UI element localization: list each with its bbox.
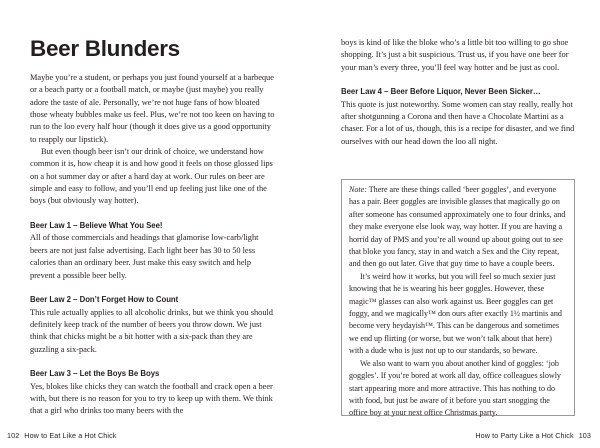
left-column [30, 72, 275, 418]
left-running-title: How to Eat Like a Hot Chick [24, 431, 117, 440]
continuation-paragraph: boys is kind of like the bloke who’s a little bit too willing to go shoe shopping. It’s just a bit suspicious. Trust us, if you have one beer for your man’s every three, you’ll feel way hotter and be just as cool. [341, 38, 569, 72]
right-running-title: How to Party Like a Hot Chick [475, 431, 574, 440]
beer-law-4-text: This quote is just noteworthy. Some women can stay really, really hot after shotgunning a Corona and then have a Chocolate Martini as a chaser. For a lot of us, though, this is a recipe for disaster, and we find ourselves with our head down the loo all night. [341, 99, 575, 146]
beer-law-3-text: Yes, blokes like chicks they can watch the football and crack open a beer with, but there is no reason for you to try to keep up with them. We think that a girl who drinks too many beers with the [30, 381, 273, 416]
right-folio [475, 431, 596, 440]
intro-paragraph-1: Maybe you’re a student, or perhaps you just found yourself at a barbeque or a beach party or a football match, or maybe (just maybe) you really adore the taste of ale. Personally, we’re not huge fans of how bloated those wheaty bubbles make us feel. Plus, we’re not too keen on having to run to the loo every half hour (though it does give us a good opportunity to reapply our lipstick). [30, 73, 275, 144]
right-column [341, 37, 575, 148]
note-paragraph-1: There are these things called ‘beer goggles’, and everyone has a pair. Beer goggles are invisible glasses that magically go on after someone has consumed approximately one to four drinks, and they make everyone else look way, way hotter. If you are having a horrid day of PMS and you’re all wound up about going out to see that bloke you fancy, stay in and watch a Sex and the City repeat, and then go out later. Give that guy time to have a couple beers. [349, 185, 566, 269]
left-folio [2, 431, 116, 440]
intro-paragraph-2: But even though beer isn’t our drink of choice, we understand how common it is, how cheap it is and how good it feels on those glossed lips on a hot summer day or after a hard day at work. Our rules on beer are simple and easy to follow, and you’ll end up feeling just like one of the boys (but obviously way hotter). [30, 147, 273, 206]
note-label: Note: [349, 185, 367, 194]
beer-law-1-heading: Beer Law 1 – Believe What You See! [30, 221, 163, 231]
right-page-number: 103 [578, 431, 591, 440]
beer-law-2-text: This rule actually applies to all alcoholic drinks, but we think you should definitely keep track of the number of beers you throw down. We just think that chicks might be a bit hotter with a six-pack than they are guzzling a six-pack. [30, 307, 273, 354]
page-title: Beer Blunders [30, 36, 180, 61]
note-paragraph-2: It’s weird how it works, but you will feel so much sexier just knowing that he is wearing his beer goggles. However, these magic™ glasses can also work against us. Beer goggles can get foggy, and we magically™ don ours after exactly 1½ martinis and become very heydayish™. This can be dangerous and sometimes we end up flirting (or worse, but we won’t talk about that here) with a dude who is just not up to our standards, so beware. [349, 271, 562, 356]
beer-law-4-heading: Beer Law 4 – Beer Before Liquor, Never Been Sicker… [341, 87, 541, 97]
beer-law-2-heading: Beer Law 2 – Don’t Forget How to Count [30, 295, 179, 305]
beer-law-3-heading: Beer Law 3 – Let the Boys Be Boys [30, 369, 160, 379]
beer-law-1-text: All of those commercials and headings that glamorise low-carb/light beers are not just false advertising. Each light beer has 30 to 50 less calories than an ordinary beer. Just make this easy switch and help prevent a possible beer belly. [30, 233, 259, 280]
note-sidebar-box [341, 179, 575, 416]
left-page-number: 102 [7, 431, 20, 440]
note-paragraph-3: We also want to warn you about another kind of goggles: ‘job goggles’. If you’re bored at work all day, office colleagues slowly start appearing more and more attractive. This has nothing to do with food, but just be aware of it before you start snogging the office boy at your next office Christmas party. [349, 358, 561, 418]
